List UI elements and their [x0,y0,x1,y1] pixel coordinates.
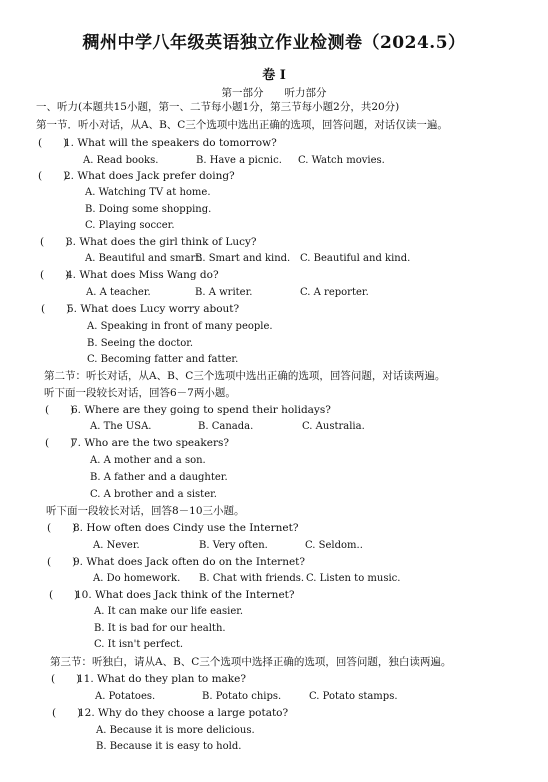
question-10 [49,589,295,602]
option-6a: A. The USA. [90,421,152,432]
question-text: 4. What does Miss Wang do? [66,269,219,281]
question-text: 5. What does Lucy worry about? [67,303,240,315]
option-2a: A. Watching TV at home. [85,187,211,198]
option-9b: B. Chat with friends. [199,573,305,584]
answer-blank[interactable]: ( ) [38,170,68,182]
question-9 [47,556,305,569]
answer-blank[interactable]: ( ) [51,673,81,685]
section-2-subinstruction-a: 听下面一段较长对话，回答6－7两小题。 [44,387,236,399]
option-11c: C. Potato stamps. [309,691,398,702]
question-text: 9. What does Jack often do on the Internet? [73,556,306,568]
question-text: 1. What will the speakers do tomorrow? [64,137,277,149]
option-1b: B. Have a picnic. [196,155,282,166]
question-5 [41,303,239,316]
option-9c: C. Listen to music. [306,573,401,584]
question-11 [51,673,246,686]
question-7 [45,437,229,450]
option-4a: A. A teacher. [86,287,151,298]
option-7a: A. A mother and a son. [90,455,206,466]
question-4 [40,269,219,282]
section-2-subinstruction-b: 听下面一段较长对话，回答8－10三小题。 [46,505,245,517]
answer-blank[interactable]: ( ) [52,707,82,719]
question-text: 8. How often does Cindy use the Internet? [73,522,299,534]
answer-blank[interactable]: ( ) [41,303,71,315]
answer-blank[interactable]: ( ) [45,404,75,416]
question-2 [38,170,235,183]
answer-blank[interactable]: ( ) [47,556,77,568]
question-text: 2. What does Jack prefer doing? [64,170,235,182]
question-text: 7. Who are the two speakers? [71,437,229,449]
question-text: 10. What does Jack think of the Internet? [75,589,295,601]
option-2c: C. Playing soccer. [85,220,175,231]
question-3 [40,236,257,249]
answer-blank[interactable]: ( ) [47,522,77,534]
answer-blank[interactable]: ( ) [49,589,79,601]
section-3-instruction: 第三节：听独白，请从A、B、C三个选项中选择正确的选项，回答问题，独白读两遍。 [50,656,452,668]
option-5a: A. Speaking in front of many people. [87,321,273,332]
answer-blank[interactable]: ( ) [45,437,75,449]
option-5c: C. Becoming fatter and fatter. [87,354,239,365]
option-8b: B. Very often. [199,540,268,551]
volume-label: 卷 Ⅰ [262,68,286,83]
option-3b: B. Smart and kind. [195,253,291,264]
option-8a: A. Never. [93,540,140,551]
option-12a: A. Because it is more delicious. [96,725,255,736]
part-label: 第一部分 听力部分 [221,87,327,99]
question-12 [52,707,288,720]
option-3c: C. Beautiful and kind. [300,253,411,264]
answer-blank[interactable]: ( ) [40,236,70,248]
option-1c: C. Watch movies. [298,155,385,166]
option-11b: B. Potato chips. [202,691,282,702]
option-1a: A. Read books. [83,155,159,166]
exam-title: 稠州中学八年级英语独立作业检测卷（2024.5） [82,33,466,53]
question-text: 11. What do they plan to make? [77,673,246,685]
option-10a: A. It can make our life easier. [94,606,244,617]
question-text: 6. Where are they going to spend their holidays? [71,404,331,416]
question-8 [47,522,298,535]
option-8c: C. Seldom.. [305,540,363,551]
question-text: 12. Why do they choose a large potato? [78,707,289,719]
option-2b: B. Doing some shopping. [85,204,212,215]
question-6 [45,404,331,417]
option-4c: C. A reporter. [300,287,369,298]
option-3a: A. Beautiful and smart. [85,253,203,264]
option-5b: B. Seeing the doctor. [87,338,194,349]
question-1 [38,137,277,150]
answer-blank[interactable]: ( ) [40,269,70,281]
option-7c: C. A brother and a sister. [90,489,217,500]
section-listening-heading: 一、听力(本题共15小题，第一、二节每小题1分，第三节每小题2分，共20分) [36,101,400,113]
answer-blank[interactable]: ( ) [38,137,68,149]
question-text: 3. What does the girl think of Lucy? [66,236,257,248]
section-1-instruction: 第一节．听小对话，从A、B、C三个选项中选出正确的选项，回答问题，对话仅读一遍。 [36,119,448,131]
option-9a: A. Do homework. [93,573,181,584]
option-10c: C. It isn't perfect. [94,639,184,650]
option-12b: B. Because it is easy to hold. [96,741,242,752]
option-6b: B. Canada. [198,421,254,432]
option-6c: C. Australia. [302,421,365,432]
option-7b: B. A father and a daughter. [90,472,228,483]
option-10b: B. It is bad for our health. [94,623,226,634]
option-4b: B. A writer. [195,287,253,298]
option-11a: A. Potatoes. [95,691,156,702]
section-2-instruction: 第二节：听长对话，从A、B、C三个选项中选出正确的选项，回答问题，对话读两遍。 [44,370,446,382]
